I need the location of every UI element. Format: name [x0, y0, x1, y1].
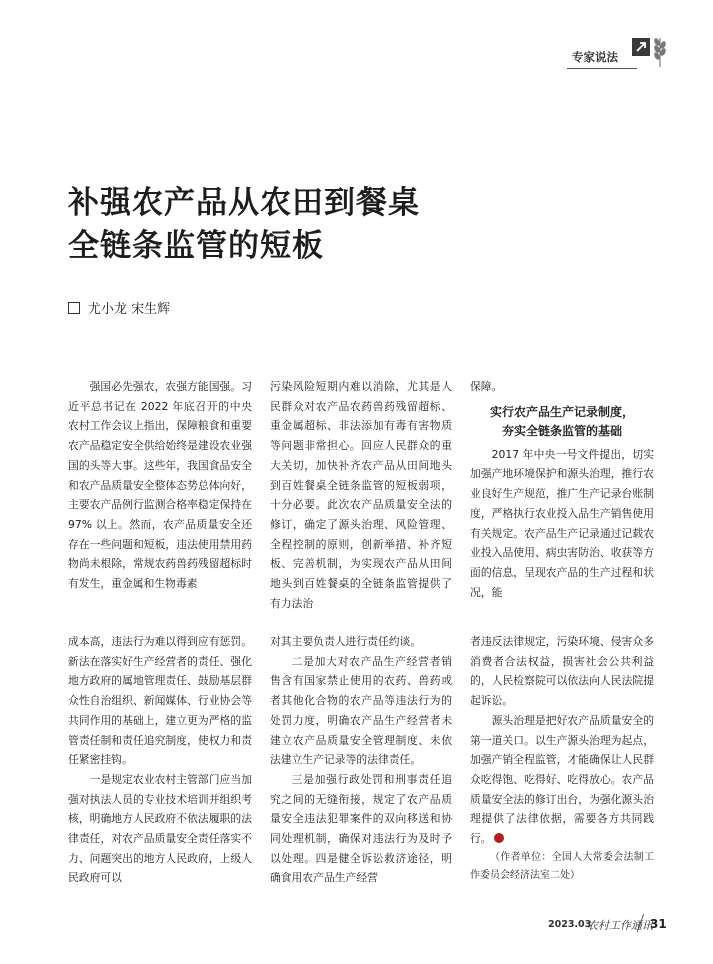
- magazine-name: 农村工作通讯: [587, 919, 653, 932]
- article-title-line2: 全链条监管的短板: [68, 228, 324, 264]
- section-tag: 专家说法: [572, 50, 618, 64]
- column-2-top: [270, 377, 452, 612]
- paragraph: 保障。: [470, 380, 503, 393]
- column-3-bottom: [470, 632, 654, 892]
- paragraph: 者违反法律规定，污染环境、侵害众多消费者合法权益，损害社会公共利益的，人民检察院可以依法向人民法院提起诉讼。: [470, 635, 654, 708]
- subheading-line2: 夯实全链条监管的基础: [501, 423, 622, 438]
- end-mark-icon: [494, 833, 504, 843]
- paragraph: 三是加强行政处罚和刑事责任追究之间的无缝衔接，规定了农产品质量安全违法犯罪案件的双向移送和协同处理机制，确保对违法行为及时予以处理。四是健全诉讼救济途径，明确食用农产品生产经营: [270, 772, 452, 885]
- article-title-line1: 补强农产品从农田到餐桌: [68, 185, 420, 221]
- author-box-icon: [68, 302, 80, 314]
- header-rule: [567, 68, 637, 69]
- column-2-bottom: [270, 632, 452, 892]
- paragraph: 对其主要负责人进行责任约谈。: [270, 635, 422, 648]
- paragraph: 2017 年中央一号文件提出，切实加强产地环境保护和源头治理，推行农业良好生产规范，推广生产记录台账制度，严格执行农业投入品生产销售使用有关规定。农产品生产记录通过记载农业投入品使用、病虫害防治、收获等方面的信息，呈现农产品的生产过程和状况，能: [470, 447, 654, 599]
- authors: [68, 298, 170, 317]
- paragraph: 一是规定农业农村主管部门应当加强对执法人员的专业技术培训并组织考核，明确地方人民政府不依法履职的法律责任，对农产品质量安全责任落实不力、问题突出的地方人民政府，上级人民政府可以: [68, 772, 252, 885]
- paragraph: [470, 711, 654, 849]
- paragraph: 成本高，违法行为难以得到应有惩罚。新法在落实好生产经营者的责任、强化地方政府的属地管理责任、鼓励基层群众性自治组织、新闻媒体、行业协会等共同作用的基础上，建立更为严格的监管责任制和责任追究制度，使权力和责任紧密挂钩。: [68, 635, 252, 767]
- paragraph: 污染风险短期内难以消除，尤其是人民群众对农产品农药兽药残留超标、重金属超标、非法添加有毒有害物质等问题非常担心。回应人民群众的重大关切，加快补齐农产品从田间地头到百姓餐桌全链条监管的短板弱项，十分必要。此次农产品质量安全法的修订，确定了源头治理、风险管理、全程控制的原则，创新举措、补齐短板、完善机制，为实现农产品从田间地头到百姓餐桌的全链条监管提供了有力法治: [270, 380, 452, 610]
- author-names: 尤小龙 宋生辉: [88, 302, 171, 317]
- column-3-top: [470, 377, 654, 612]
- column-1-top: [68, 377, 252, 612]
- paragraph: 二是加大对农产品生产经营者销售含有国家禁止使用的农药、兽药或者其他化合物的农产品等违法行为的处罚力度，明确农产品生产经营者未建立农产品质量安全管理制度、未依法建立生产记录等的法律责任。: [270, 654, 452, 767]
- subheading: [470, 403, 654, 441]
- wheat-icon: [650, 34, 670, 68]
- column-1-bottom: [68, 632, 252, 892]
- page-number: 31: [650, 917, 667, 931]
- section-logo-icon: [632, 38, 650, 56]
- paragraph: 强国必先强农，农强方能国强。习近平总书记在 2022 年底召开的中央农村工作会议上指出，保障粮食和重要农产品稳定安全供给始终是建设农业强国的头等大事。这些年，我国食品安全和农产品质量安全整体态势总体向好，主要农产品例行监测合格率稳定保持在 97% 以上。然而，农产品质量安全还存在一些问题和短板，违法使用禁用药物尚未根除，常规农药兽药残留超标时有发生，重金属和生物毒素: [68, 380, 252, 591]
- author-affiliation: （作者单位：全国人大常委会法制工作委员会经济法室二处）: [470, 851, 654, 881]
- issue-date: 2023.03: [548, 919, 592, 930]
- paragraph-text: 源头治理是把好农产品质量安全的第一道关口。以生产源头治理为起点，加强产销全程监管，才能确保让人民群众吃得饱、吃得好、吃得放心。农产品质量安全法的修订出台，为强化源头治理提供了法律依据，需要各方共同践行。: [470, 713, 654, 846]
- subheading-line1: 实行农产品生产记录制度，: [489, 404, 634, 419]
